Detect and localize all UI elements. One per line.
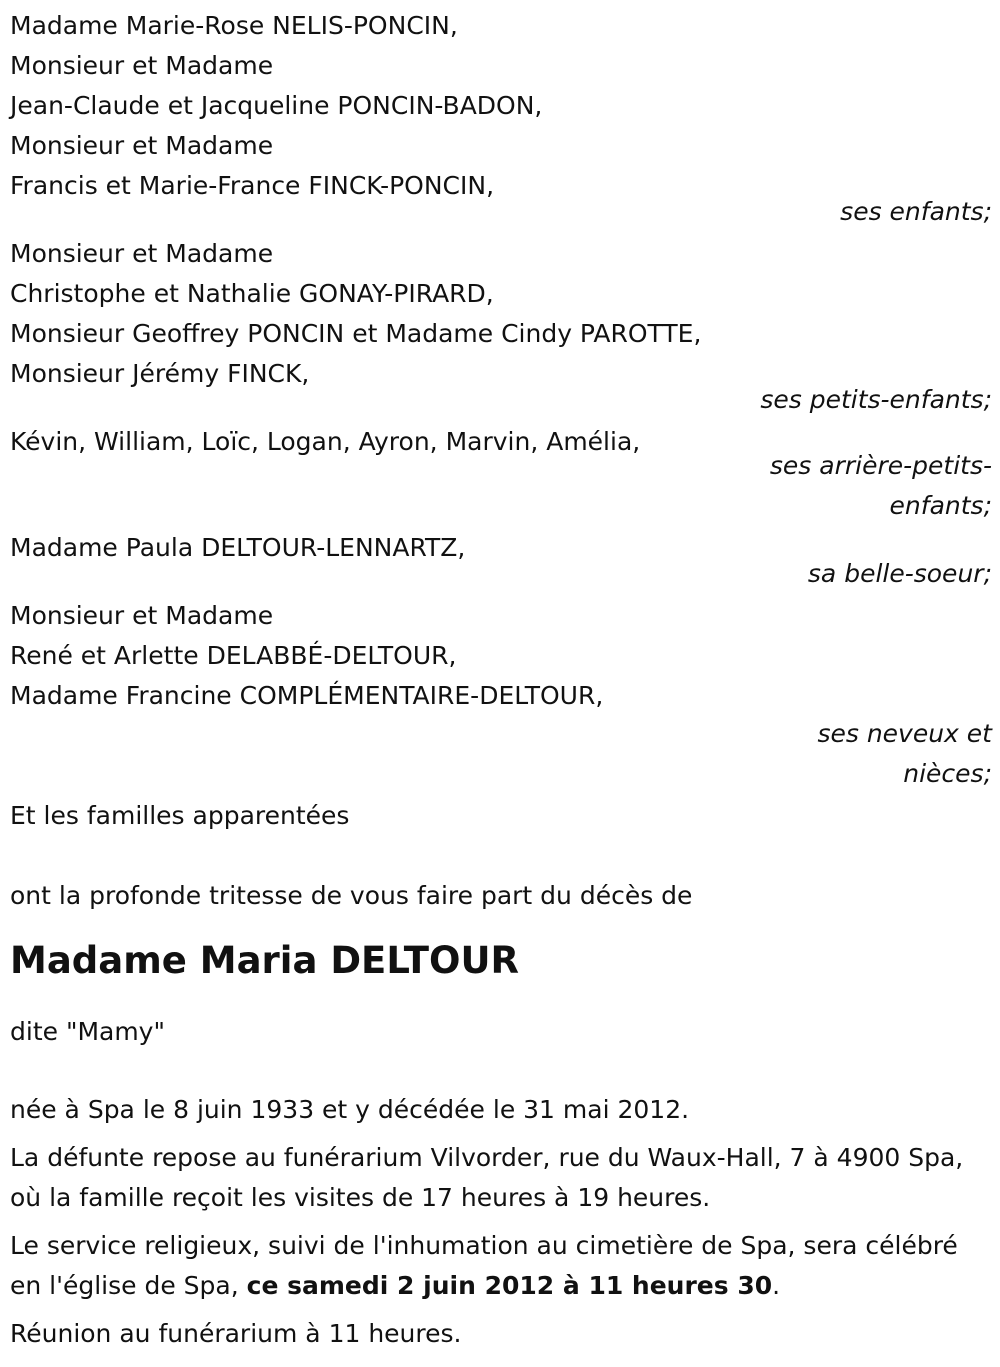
family-line: Monsieur et Madame [10, 51, 274, 80]
family-group-grandchildren [10, 234, 992, 420]
family-line: Monsieur Jérémy FINCK, [10, 359, 310, 388]
family-group-nephews [10, 596, 992, 794]
family-line: Christophe et Nathalie GONAY-PIRARD, [10, 279, 494, 308]
obituary-notice [10, 6, 992, 1354]
family-line: Monsieur et Madame [10, 239, 274, 268]
relation-label: ses arrière-petits- enfants; [769, 451, 992, 520]
relation-label: ses petits-enfants; [760, 385, 992, 414]
announcement-text: ont la profonde tritesse de vous faire part du décès de [10, 881, 693, 910]
family-line: Monsieur et Madame [10, 601, 274, 630]
family-group-great-grandchildren [10, 422, 992, 526]
nickname: dite "Mamy" [10, 1017, 165, 1046]
service-text: Le service religieux, suivi de l'inhumation au cimetière de Spa, sera célébré en l'église de Spa, ce samedi 2 juin 2012 à 11 heures 30. [10, 1231, 958, 1300]
relation-label: sa belle-soeur; [807, 559, 992, 588]
family-line: Francis et Marie-France FINCK-PONCIN, [10, 171, 495, 200]
family-line: Kévin, William, Loïc, Logan, Ayron, Marvin, Amélia, [10, 427, 641, 456]
birth-death-text: née à Spa le 8 juin 1933 et y décédée le 31 mai 2012. [10, 1095, 690, 1124]
repose-text: La défunte repose au funérarium Vilvorder, rue du Waux-Hall, 7 à 4900 Spa, où la famille reçoit les visites de 17 heures à 19 heures. [10, 1143, 964, 1212]
family-line: Monsieur et Madame [10, 131, 274, 160]
family-group-children [10, 6, 992, 232]
reunion-text: Réunion au funérarium à 11 heures. [10, 1319, 462, 1348]
family-line: Madame Paula DELTOUR-LENNARTZ, [10, 533, 466, 562]
family-group-sister-in-law [10, 528, 992, 594]
relation-label: ses enfants; [840, 197, 992, 226]
family-line: Monsieur Geoffrey PONCIN et Madame Cindy PAROTTE, [10, 319, 702, 348]
service-date: ce samedi 2 juin 2012 à 11 heures 30 [246, 1271, 773, 1300]
family-line: Jean-Claude et Jacqueline PONCIN-BADON, [10, 91, 543, 120]
families-line: Et les familles apparentées [10, 801, 350, 830]
deceased-name: Madame Maria DELTOUR [10, 939, 520, 982]
family-line: René et Arlette DELABBÉ-DELTOUR, [10, 641, 457, 670]
family-line: Madame Francine COMPLÉMENTAIRE-DELTOUR, [10, 681, 604, 710]
relation-label: ses neveux et nièces; [817, 719, 992, 788]
family-line: Madame Marie-Rose NELIS-PONCIN, [10, 11, 458, 40]
